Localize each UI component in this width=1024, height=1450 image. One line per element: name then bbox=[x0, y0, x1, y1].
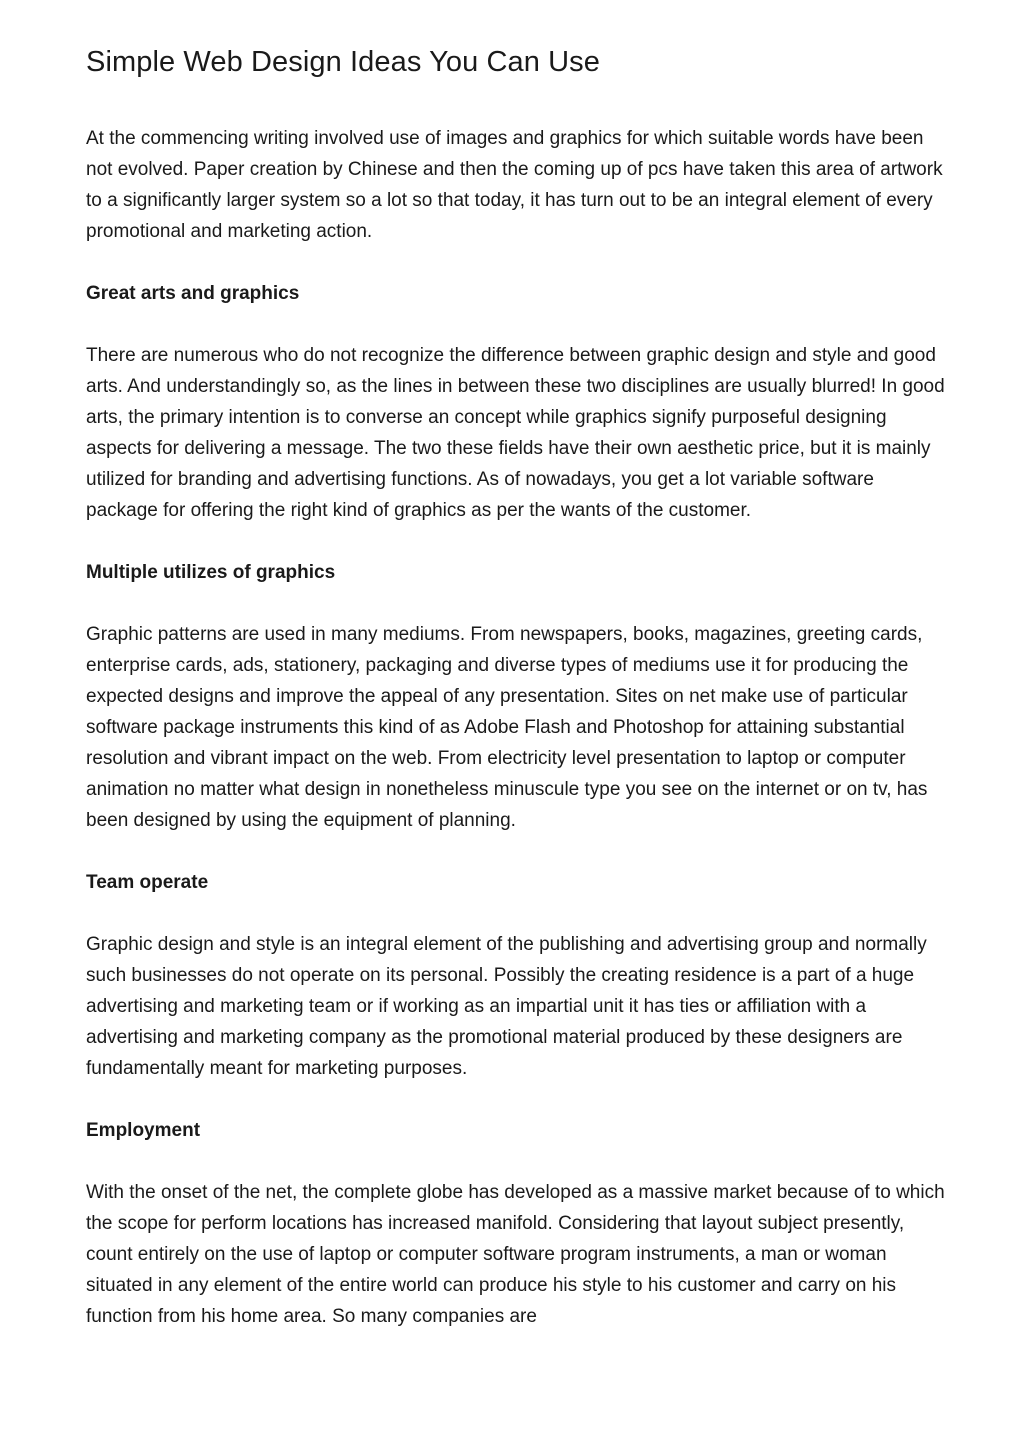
document-page bbox=[86, 40, 946, 1363]
paragraph-great-arts: There are numerous who do not recognize the difference between graphic design and style and good arts. And understandingly so, as the lines in between these two disciplines are usually blurred! In good arts, the primary intention is to converse an concept while graphics signify purposeful designing aspects for delivering a message. The two these fields have their own aesthetic price, but it is mainly utilized for branding and advertising functions. As of nowadays, you get a lot variable software package for offering the right kind of graphics as per the wants of the customer. bbox=[86, 345, 945, 521]
heading-multiple-utilizes: Multiple utilizes of graphics bbox=[86, 562, 336, 583]
paragraph-team-operate: Graphic design and style is an integral element of the publishing and advertising group and normally such businesses do not operate on its personal. Possibly the creating residence is a part of a huge advertising and marketing team or if working as an impartial unit it has ties or affiliation with a advertising and marketing company as the promotional material produced by these designers are fundamentally meant for marketing purposes. bbox=[86, 934, 927, 1079]
heading-employment: Employment bbox=[86, 1120, 201, 1141]
heading-team-operate: Team operate bbox=[86, 872, 209, 893]
paragraph-multiple-utilizes: Graphic patterns are used in many mediums. From newspapers, books, magazines, greeting cards, enterprise cards, ads, stationery, packaging and diverse types of mediums use it for producing the expected designs and improve the appeal of any presentation. Sites on net make use of particular software package instruments this kind of as Adobe Flash and Photoshop for attaining substantial resolution and vibrant impact on the web. From electricity level presentation to laptop or computer animation no matter what design in nonetheless minuscule type you see on the internet or on tv, has been designed by using the equipment of planning. bbox=[86, 624, 928, 831]
heading-great-arts: Great arts and graphics bbox=[86, 283, 300, 304]
paragraph-intro: At the commencing writing involved use of images and graphics for which suitable words have been not evolved. Paper creation by Chinese and then the coming up of pcs have taken this area of artwork to a significantly larger system so a lot so that today, it has turn out to be an integral element of every promotional and marketing action. bbox=[86, 128, 943, 242]
document-title: Simple Web Design Ideas You Can Use bbox=[86, 46, 600, 78]
paragraph-employment: With the onset of the net, the complete globe has developed as a massive market because of to which the scope for perform locations has increased manifold. Considering that layout subject presently, count entirely on the use of laptop or computer software program instruments, a man or woman situated in any element of the entire world can produce his style to his customer and carry on his function from his home area. So many companies are bbox=[86, 1182, 945, 1327]
